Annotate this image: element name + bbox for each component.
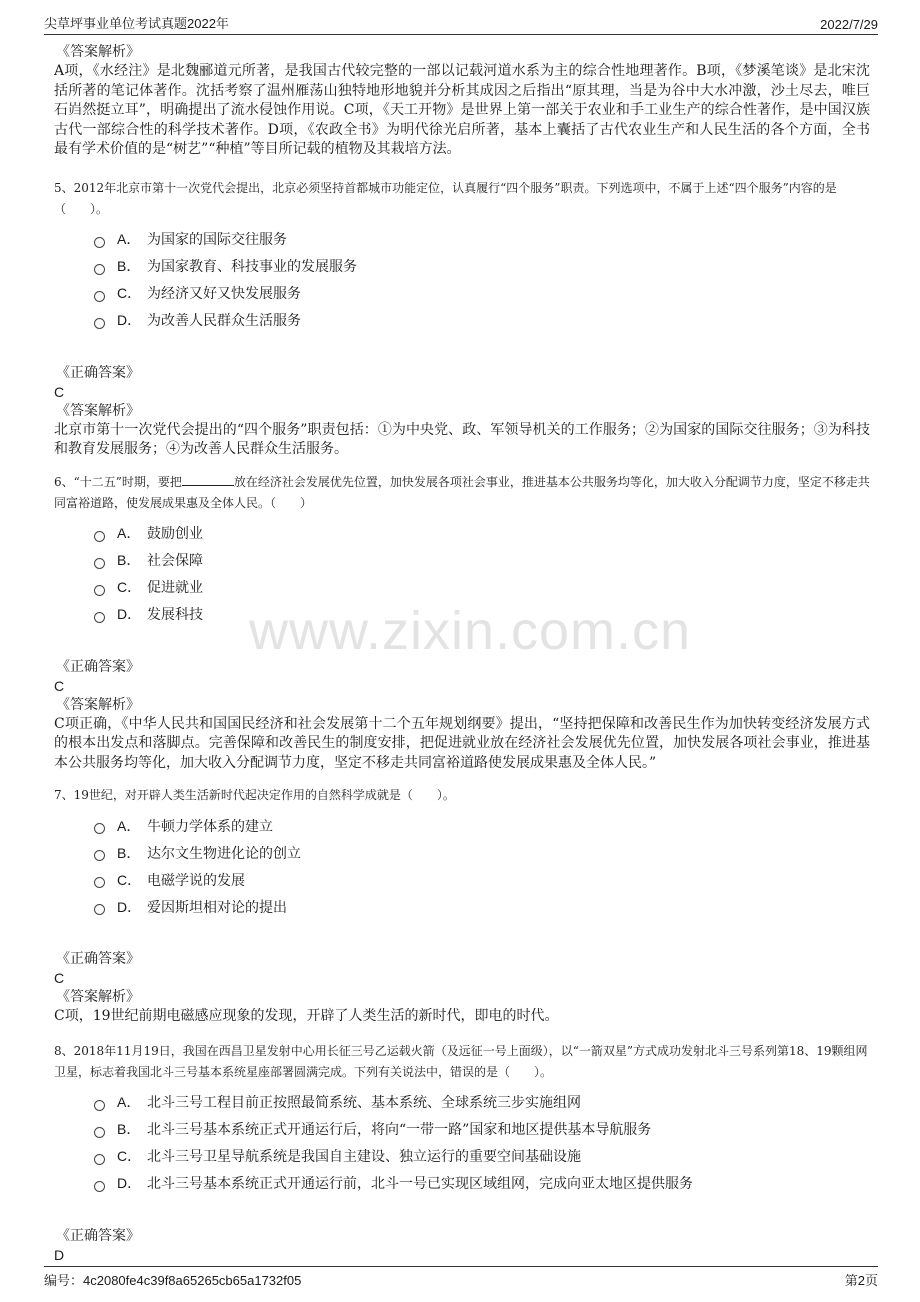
q7-option-a[interactable]: A． 牛顿力学体系的建立: [94, 812, 870, 839]
q8-option-b[interactable]: B． 北斗三号基本系统正式开通运行后，将向“一带一路”国家和地区提供基本导航服务: [94, 1116, 870, 1143]
q8-answer: D: [54, 1246, 65, 1263]
radio-icon[interactable]: [94, 1181, 105, 1192]
q6-option-a[interactable]: A． 鼓励创业: [94, 520, 870, 547]
correct-answer-label: 《正确答案》: [56, 658, 140, 675]
q5-options: [94, 226, 870, 334]
q5-option-c[interactable]: C． 为经济又好又快发展服务: [94, 280, 870, 307]
page-number: 第2页: [844, 1273, 878, 1288]
radio-icon[interactable]: [94, 318, 105, 329]
q8-options: [94, 1089, 870, 1197]
q6-options: [94, 520, 870, 628]
q7-option-d[interactable]: D． 爱因斯坦相对论的提出: [94, 893, 870, 920]
radio-icon[interactable]: [94, 850, 105, 861]
page-header: [44, 10, 878, 35]
q7-option-c[interactable]: C． 电磁学说的发展: [94, 866, 870, 893]
document-title: 尖草坪事业单位考试真题2022年: [44, 16, 229, 31]
page-footer: [44, 1266, 878, 1290]
q5-option-d[interactable]: D． 为改善人民群众生活服务: [94, 307, 870, 334]
radio-icon[interactable]: [94, 612, 105, 623]
q5-answer: C: [54, 383, 65, 400]
q6-option-d[interactable]: D． 发展科技: [94, 601, 870, 628]
q5-stem: 5、2012年北京市第十一次党代会提出，北京必须坚持首都城市功能定位，认真履行“四个服务”职责。下列选项中，不属于上述“四个服务”内容的是（ ）。: [54, 180, 837, 216]
analysis-label: 《答案解析》: [56, 989, 140, 1005]
q8-option-d[interactable]: D． 北斗三号基本系统正式开通运行前，北斗一号已实现区域组网，完成向亚太地区提供服务: [94, 1170, 870, 1197]
analysis-label: 《答案解析》: [56, 696, 140, 713]
q6-analysis: C项正确，《中华人民共和国国民经济和社会发展第十二个五年规划纲要》提出，“坚持把保障和改善民生作为加快转变经济发展方式的根本出发点和落脚点。完善保障和改善民生的制度安排，把促进就业放在经济社会发展优先位置，加快发展各项社会事业，推进基本公共服务均等化，加大收入分配调节力度，坚定不移走共同富裕道路使发展成果惠及全体人民。”: [54, 715, 870, 771]
q5-option-b[interactable]: B． 为国家教育、科技事业的发展服务: [94, 253, 870, 280]
q7-answer: C: [54, 970, 65, 986]
analysis-label: 《答案解析》: [56, 44, 140, 60]
q5-option-a[interactable]: A． 为国家的国际交往服务: [94, 226, 870, 253]
radio-icon[interactable]: [94, 264, 105, 275]
correct-answer-label: 《正确答案》: [56, 951, 140, 967]
q7-options: [94, 812, 870, 920]
page-content: [54, 43, 870, 1265]
radio-icon[interactable]: [94, 558, 105, 569]
radio-icon[interactable]: [94, 1100, 105, 1111]
q8-stem: 8、2018年11月19日，我国在西昌卫星发射中心用长征三号乙运载火箭（及远征一号上面级），以“一箭双星”方式成功发射北斗三号系列第18、19颗组网卫星，标志着我国北斗三号基本系统星座部署圆满完成。下列有关说法中，错误的是（ ）。: [54, 1043, 868, 1079]
q6-stem: 6、“十二五”时期，要把 放在经济社会发展优先位置，加快发展各项社会事业，推进基本公共服务均等化，加大收入分配调节力度，坚定不移走共同富裕道路，使发展成果惠及全体人民。（ ）: [54, 474, 870, 510]
q6-answer: C: [54, 677, 65, 694]
radio-icon[interactable]: [94, 1154, 105, 1165]
radio-icon[interactable]: [94, 1127, 105, 1138]
radio-icon[interactable]: [94, 823, 105, 834]
correct-answer-label: 《正确答案》: [56, 364, 140, 381]
watermark: www.zixin.com.cn: [248, 601, 692, 661]
q6-option-b[interactable]: B． 社会保障: [94, 547, 870, 574]
radio-icon[interactable]: [94, 877, 105, 888]
q7-option-b[interactable]: B． 达尔文生物进化论的创立: [94, 839, 870, 866]
q8-option-a[interactable]: A． 北斗三号工程目前正按照最简系统、基本系统、全球系统三步实施组网: [94, 1089, 870, 1116]
q6-option-c[interactable]: C． 促进就业: [94, 574, 870, 601]
document-id: 编号：4c2080fe4c39f8a65265cb65a1732f05: [44, 1273, 302, 1288]
analysis-label: 《答案解析》: [56, 402, 140, 419]
document-date: 2022/7/29: [820, 17, 878, 32]
q8-option-c[interactable]: C． 北斗三号卫星导航系统是我国自主建设、独立运行的重要空间基础设施: [94, 1143, 870, 1170]
correct-answer-label: 《正确答案》: [56, 1227, 140, 1244]
radio-icon[interactable]: [94, 904, 105, 915]
q7-stem: 7、19世纪，对开辟人类生活新时代起决定作用的自然科学成就是（ ）。: [54, 788, 455, 802]
q5-analysis: 北京市第十一次党代会提出的“四个服务”职责包括：①为中央党、政、军领导机关的工作服务；②为国家的国际交往服务；③为科技和教育发展服务；④为改善人民群众生活服务。: [54, 421, 870, 457]
q7-analysis: C项，19世纪前期电磁感应现象的发现，开辟了人类生活的新时代，即电的时代。: [54, 1008, 559, 1024]
fill-blank: [182, 474, 234, 486]
radio-icon[interactable]: [94, 237, 105, 248]
radio-icon[interactable]: [94, 531, 105, 542]
q4-analysis: A项，《水经注》是北魏郦道元所著，是我国古代较完整的一部以记载河道水系为主的综合性地理著作。B项，《梦溪笔谈》是北宋沈括所著的笔记体著作。沈括考察了温州雁荡山独特地形地貌并分析其成因之后指出“原其理，当是为谷中大水冲激，沙土尽去，唯巨石岿然挺立耳”，明确提出了流水侵蚀作用说。C项，《天工开物》是世界上第一部关于农业和手工业生产的综合性著作，是中国汉族古代一部综合性的科学技术著作。D项，《农政全书》为明代徐光启所著，基本上囊括了古代农业生产和人民生活的各个方面，全书最有学术价值的是“树艺”“种植”等目所记载的植物及其栽培方法。: [54, 63, 870, 157]
radio-icon[interactable]: [94, 291, 105, 302]
radio-icon[interactable]: [94, 585, 105, 596]
